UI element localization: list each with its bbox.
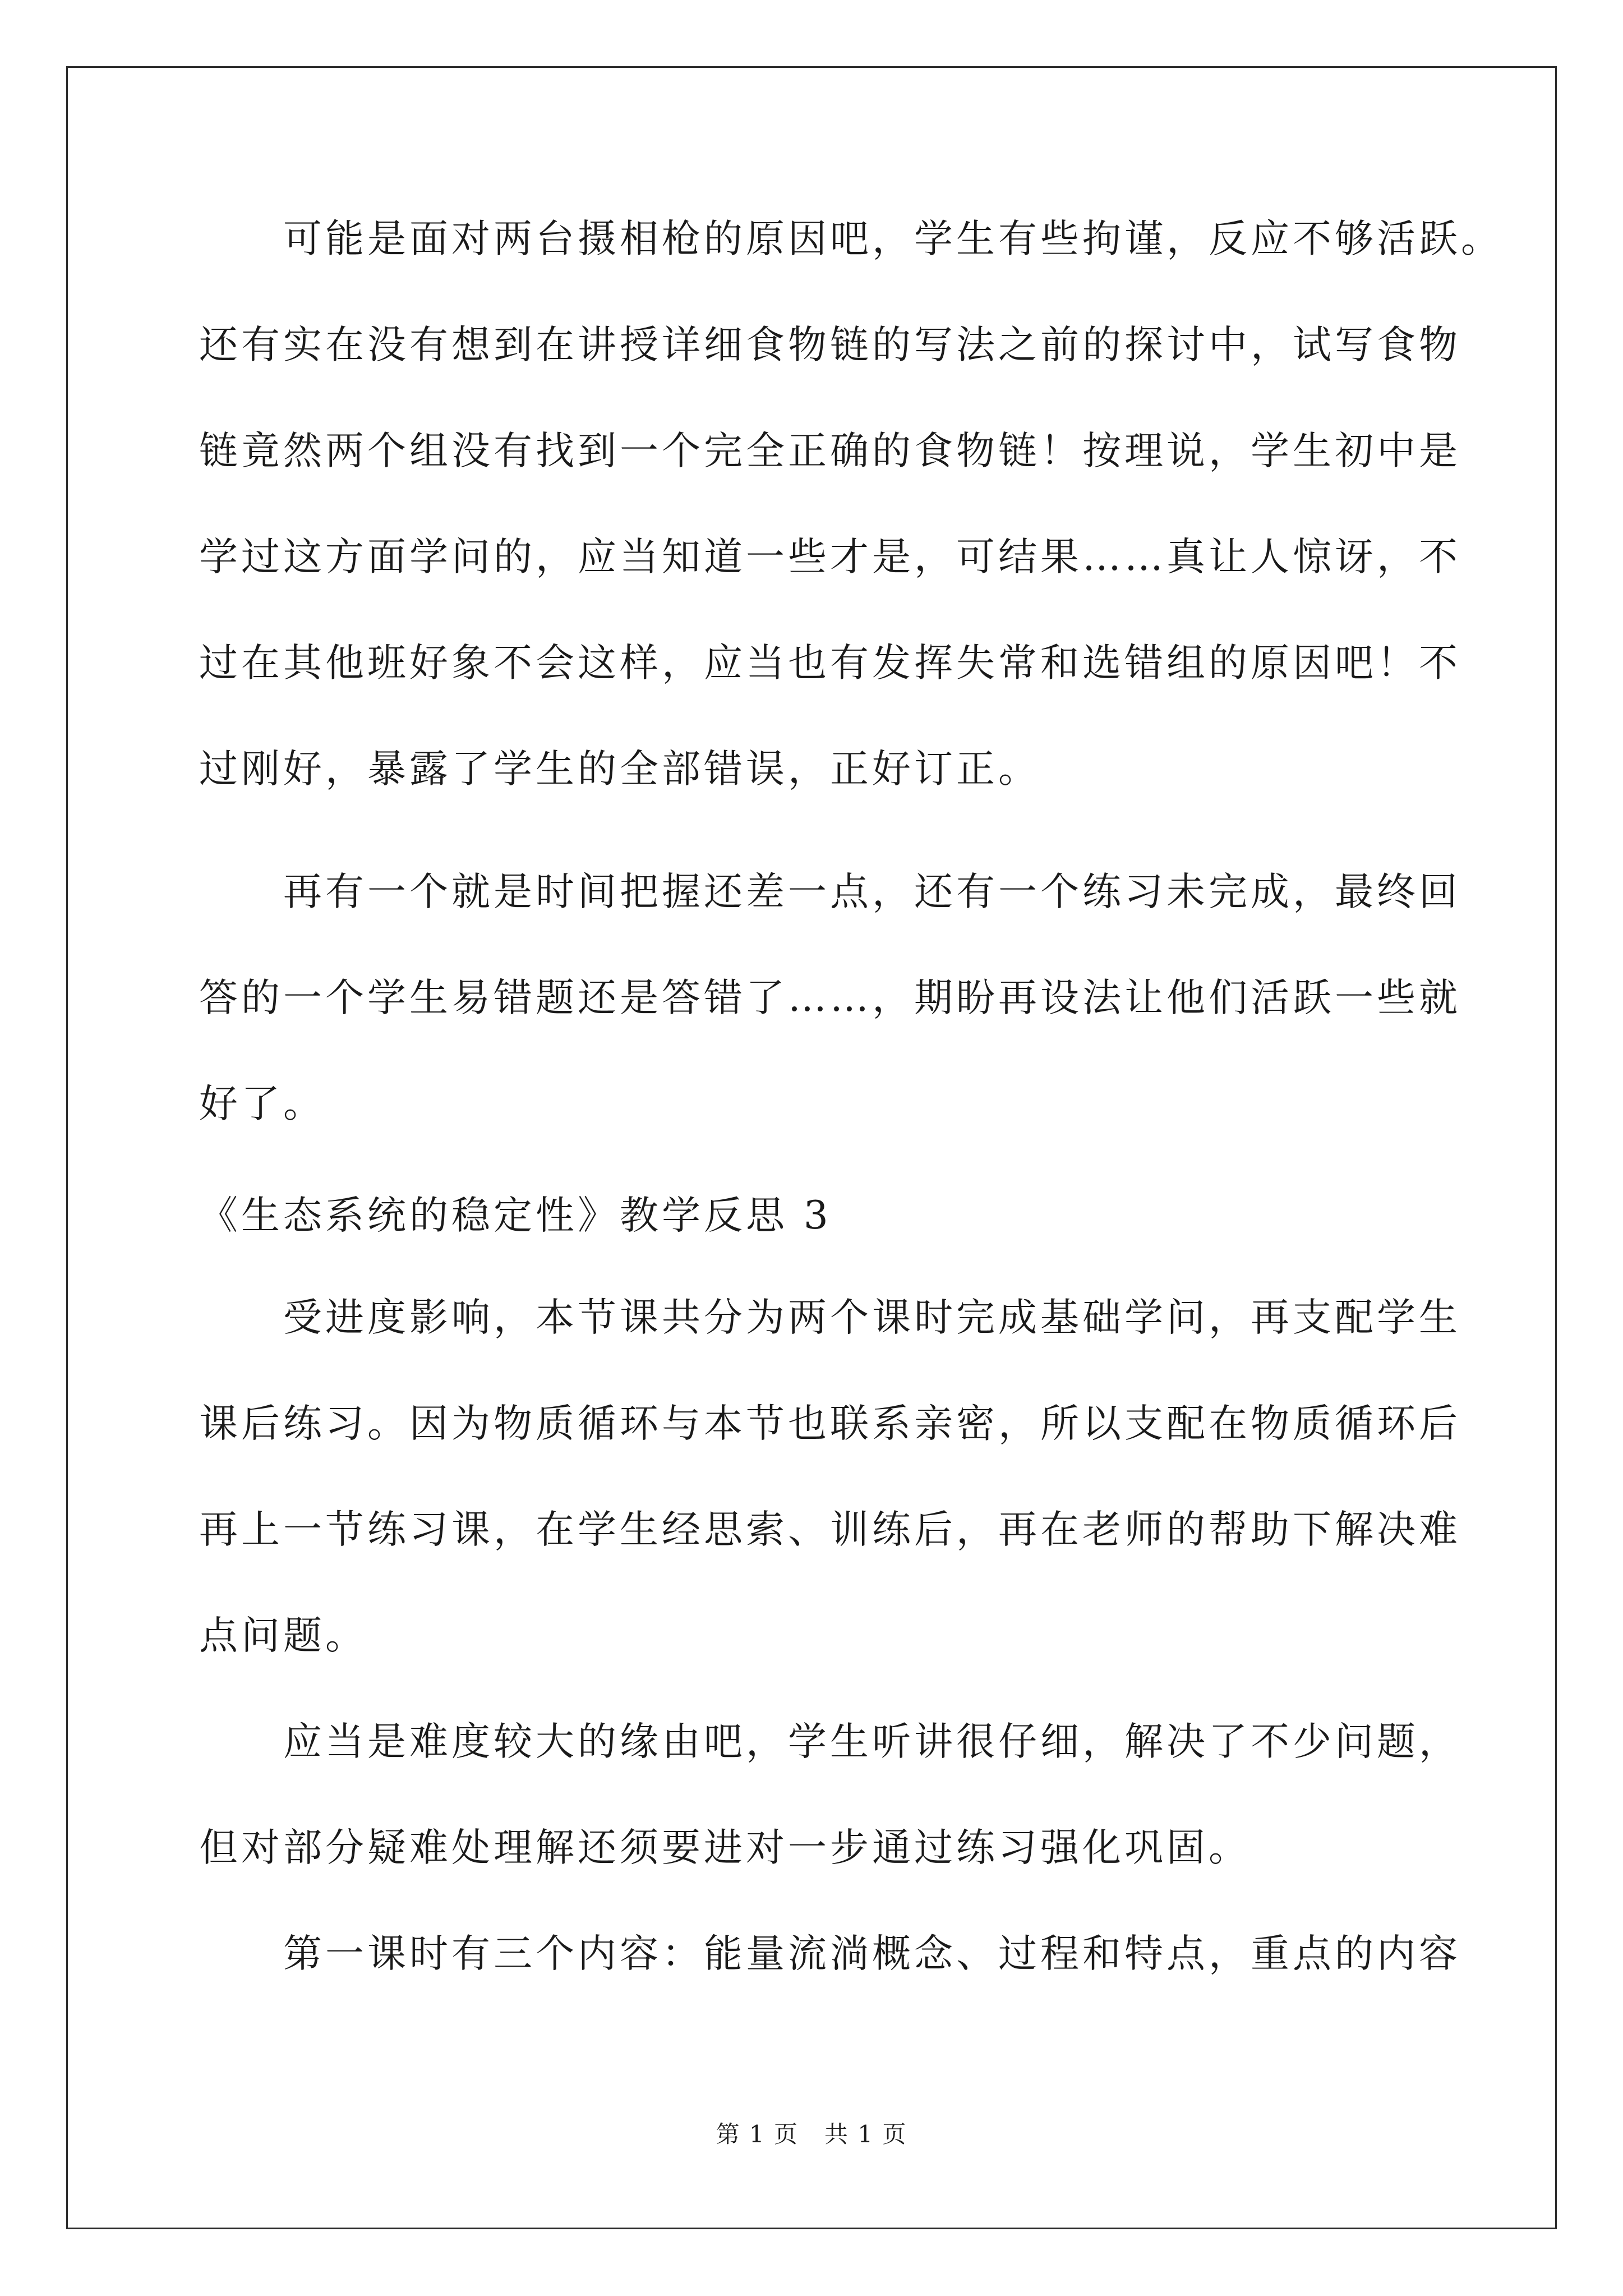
paragraph-line: 第一课时有三个内容：能量流淌概念、过程和特点，重点的内容 [283, 1931, 1461, 1976]
paragraph-line: 过刚好，暴露了学生的全部错误，正好订正。 [199, 747, 1040, 792]
paragraph-line: 应当是难度较大的缘由吧，学生听讲很仔细，解决了不少问题， [283, 1719, 1461, 1764]
paragraph-line: 可能是面对两台摄相枪的原因吧，学生有些拘谨，反应不够活跃。 [283, 217, 1503, 261]
paragraph-line: 课后练习。因为物质循环与本节也联系亲密，所以支配在物质循环后 [199, 1401, 1461, 1446]
page-total: 共 1 页 [824, 2120, 907, 2148]
paragraph-line: 过在其他班好象不会这样，应当也有发挥失常和选错组的原因吧！不 [199, 641, 1461, 685]
paragraph-line: 但对部分疑难处理解还须要进对一步通过练习强化巩固。 [199, 1825, 1251, 1870]
paragraph-line: 还有实在没有想到在讲授详细食物链的写法之前的探讨中，试写食物 [199, 323, 1461, 367]
paragraph-line: 受进度影响，本节课共分为两个课时完成基础学问，再支配学生 [283, 1295, 1461, 1340]
paragraph-line: 答的一个学生易错题还是答错了……，期盼再设法让他们活跃一些就 [199, 976, 1461, 1020]
paragraph-3 [199, 1265, 1461, 1689]
paragraph-line: 好了。 [199, 1082, 325, 1126]
section-heading: 《生态系统的稳定性》教学反思 3 [199, 1193, 832, 1238]
paragraph-line: 点问题。 [199, 1613, 367, 1658]
paragraph-4 [199, 1689, 1461, 1901]
paragraph-2 [199, 839, 1461, 1157]
paragraph-line: 学过这方面学问的，应当知道一些才是，可结果……真让人惊讶，不 [199, 535, 1461, 579]
paragraph-line: 再有一个就是时间把握还差一点，还有一个练习未完成，最终回 [283, 869, 1461, 914]
paragraph-line: 再上一节练习课，在学生经思索、训练后，再在老师的帮助下解决难 [199, 1507, 1461, 1552]
paragraph-5 [199, 1901, 1461, 2007]
page-footer [0, 2119, 1623, 2150]
paragraph-line: 链竟然两个组没有找到一个完全正确的食物链！按理说，学生初中是 [199, 429, 1461, 473]
paragraph-1 [199, 186, 1503, 822]
page-number: 第 1 页 [716, 2120, 799, 2148]
